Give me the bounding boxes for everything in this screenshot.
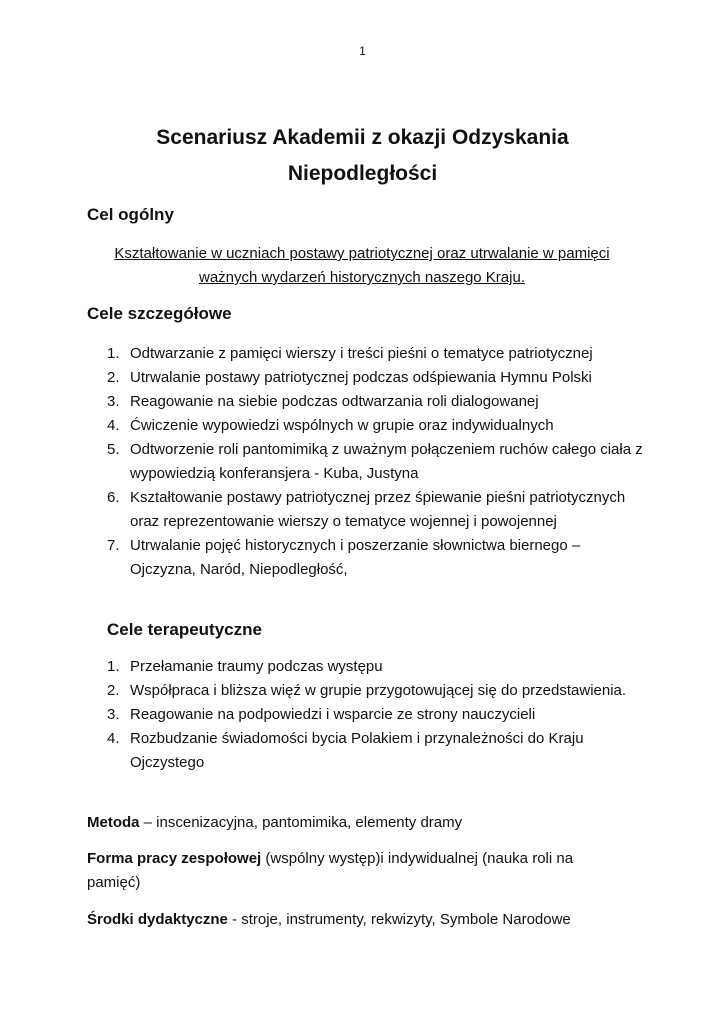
work-form-label: Forma pracy zespołowej — [87, 850, 262, 867]
list-item — [107, 438, 647, 486]
item-text: Reagowanie na podpowiedzi i wsparcie ze strony nauczycieli — [130, 706, 536, 723]
item-text: Współpraca i bliższa więź w grupie przygotowującej się do przedstawienia. — [130, 682, 627, 699]
method-paragraph — [87, 811, 627, 835]
list-item — [107, 342, 647, 366]
item-number: 4. — [107, 417, 120, 434]
work-form-paragraph — [87, 847, 627, 895]
work-form-text: (wspólny występ)i indywidualnej (nauka roli na pamięć) — [87, 850, 574, 891]
item-number: 7. — [107, 537, 120, 554]
item-number: 1. — [107, 658, 120, 675]
list-item — [107, 366, 647, 390]
title-line-2: Niepodległości — [287, 162, 438, 185]
therapeutic-goals-list — [107, 655, 647, 775]
item-number: 6. — [107, 489, 120, 506]
item-number: 3. — [107, 706, 120, 723]
list-item — [107, 390, 647, 414]
teaching-aids-label: Środki dydaktyczne — [87, 911, 228, 928]
item-number: 1. — [107, 345, 120, 362]
general-goal-text: Kształtowanie w uczniach postawy patriotycznej oraz utrwalanie w pamięci ważnych wydarzeń historycznych naszego Kraju. — [114, 245, 610, 286]
item-text: Kształtowanie postawy patriotycznej przez śpiewanie pieśni patriotycznych oraz reprezentowanie wierszy o tematyce wojennej i powojennej — [130, 489, 626, 530]
item-number: 2. — [107, 682, 120, 699]
list-item — [107, 655, 647, 679]
document-title — [90, 120, 635, 192]
item-number: 5. — [107, 441, 120, 458]
method-text: – inscenizacyjna, pantomimika, elementy dramy — [139, 814, 463, 831]
item-text: Rozbudzanie świadomości bycia Polakiem i przynależności do Kraju Ojczystego — [130, 730, 584, 771]
list-item — [107, 727, 647, 775]
item-text: Utrwalanie pojęć historycznych i poszerzanie słownictwa biernego – Ojczyzna, Naród, Niepodległość, — [130, 537, 581, 578]
teaching-aids-paragraph — [87, 908, 627, 932]
specific-goals-heading: Cele szczegółowe — [87, 304, 232, 323]
general-goal-heading: Cel ogólny — [87, 205, 174, 224]
list-item — [107, 679, 647, 703]
item-number: 2. — [107, 369, 120, 386]
list-item — [107, 703, 647, 727]
specific-goals-list — [107, 342, 647, 582]
list-item — [107, 414, 647, 438]
method-label: Metoda — [87, 814, 140, 831]
item-text: Ćwiczenie wypowiedzi wspólnych w grupie oraz indywidualnych — [130, 417, 554, 434]
list-item — [107, 534, 647, 582]
item-text: Odtwarzanie z pamięci wierszy i treści pieśni o tematyce patriotycznej — [130, 345, 593, 362]
list-item — [107, 486, 647, 534]
item-text: Odtworzenie roli pantomimiką z uważnym połączeniem ruchów całego ciała z wypowiedzią konferansjera - Kuba, Justyna — [130, 441, 643, 482]
item-number: 4. — [107, 730, 120, 747]
title-line-1: Scenariusz Akademii z okazji Odzyskania — [156, 126, 569, 149]
item-number: 3. — [107, 393, 120, 410]
item-text: Utrwalanie postawy patriotycznej podczas odśpiewania Hymnu Polski — [130, 369, 592, 386]
teaching-aids-text: - stroje, instrumenty, rekwizyty, Symbole Narodowe — [227, 911, 571, 928]
page-number: 1 — [359, 44, 366, 58]
item-text: Reagowanie na siebie podczas odtwarzania roli dialogowanej — [130, 393, 539, 410]
therapeutic-goals-heading: Cele terapeutyczne — [107, 620, 262, 639]
item-text: Przełamanie traumy podczas występu — [130, 658, 383, 675]
